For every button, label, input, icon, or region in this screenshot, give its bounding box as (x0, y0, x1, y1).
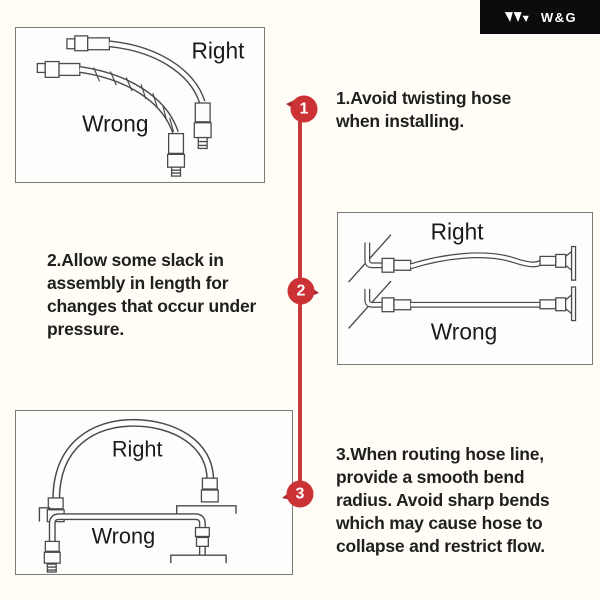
step-1-line: when installing. (336, 111, 465, 131)
step-1-line: 1.Avoid twisting hose (336, 88, 512, 108)
wrong-label: Wrong (82, 110, 149, 137)
step-badge-1 (284, 89, 324, 129)
badge-3-number: 3 (295, 485, 305, 503)
twisting-hose-drawing (16, 28, 264, 182)
brand-label: W&G (540, 9, 578, 25)
step-badge-2 (281, 271, 321, 311)
step-3-line: collapse and restrict flow. (336, 536, 545, 556)
right-label: Right (430, 218, 484, 245)
slack-hose-drawing (338, 213, 592, 364)
brand-bar (480, 0, 600, 34)
step-2-line: changes that occur under (47, 296, 257, 316)
step-2-line: 2.Allow some slack in (47, 250, 224, 270)
brand-logo-icon (503, 10, 535, 25)
diagram-box-bend (15, 410, 293, 575)
step-3-text (336, 443, 549, 558)
step-2-line: pressure. (47, 319, 124, 339)
step-3-line: 3.When routing hose line, (336, 444, 544, 464)
step-1-text (336, 87, 511, 133)
step-2-text (47, 249, 256, 341)
badge-2-number: 2 (296, 282, 306, 300)
right-label: Right (191, 37, 245, 64)
diagram-box-twisting (15, 27, 265, 183)
step-3-line: provide a smooth bend (336, 467, 525, 487)
right-label: Right (111, 436, 163, 462)
wrong-label: Wrong (430, 318, 498, 345)
step-3-line: which may cause hose to (336, 513, 543, 533)
step-2-line: assembly in length for (47, 273, 229, 293)
badge-1-number: 1 (299, 100, 309, 118)
step-badge-3 (280, 474, 320, 514)
wrong-label: Wrong (91, 523, 156, 549)
bend-radius-drawing (16, 411, 292, 574)
step-3-line: radius. Avoid sharp bends (336, 490, 550, 510)
diagram-box-slack (337, 212, 593, 365)
